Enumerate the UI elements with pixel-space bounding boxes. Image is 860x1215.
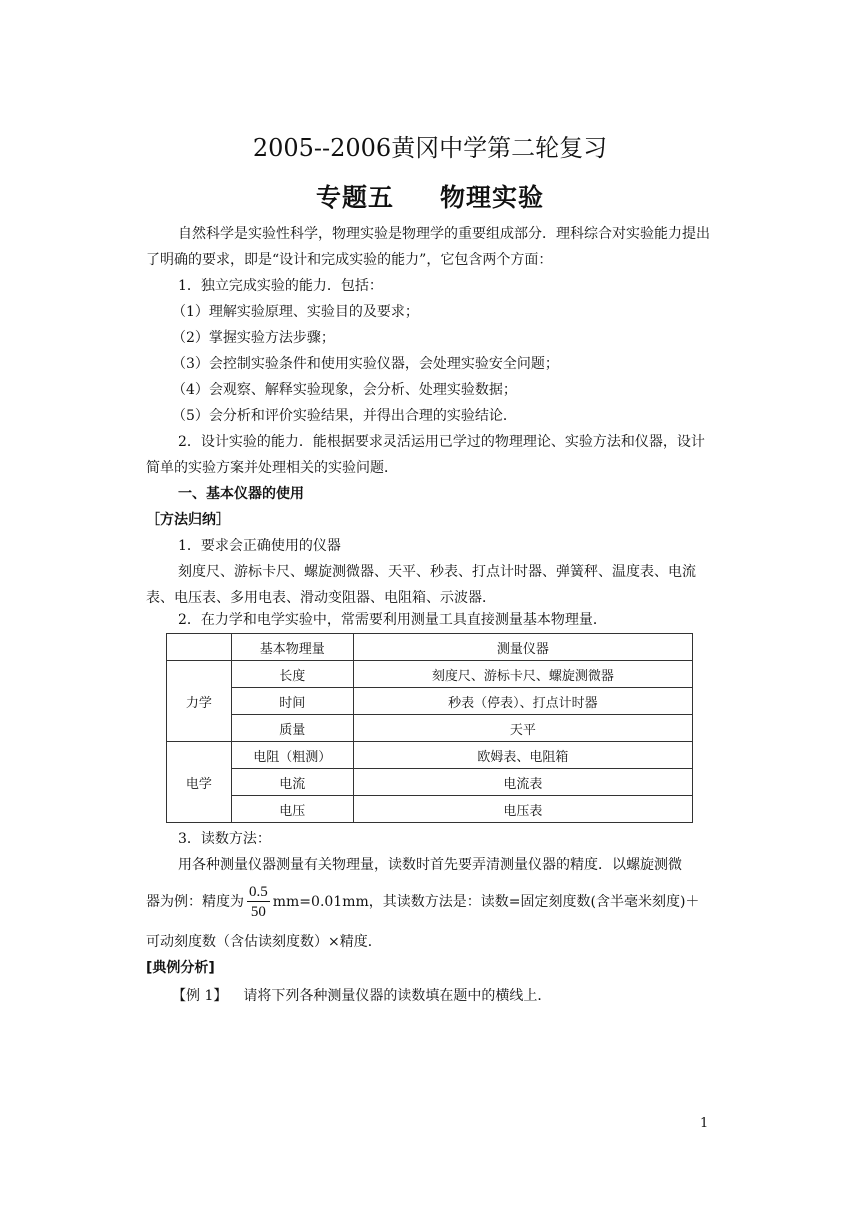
reading-method-line-3: 可动刻度数（含估读刻度数）×精度． <box>146 934 382 950</box>
group-label-mechanics: 力学 <box>167 661 232 742</box>
table-header-row <box>167 634 693 661</box>
table-header-quantity: 基本物理量 <box>231 634 353 661</box>
page-title: 2005--2006黄冈中学第二轮复习 <box>252 134 608 162</box>
example-1 <box>146 983 714 1009</box>
quantity-cell: 电阻（粗测） <box>231 742 353 769</box>
instrument-cell: 电压表 <box>353 796 692 823</box>
table-row <box>167 661 693 688</box>
instrument-cell: 刻度尺、游标卡尺、螺旋测微器 <box>353 661 692 688</box>
sub-item-1: （1）理解实验原理、实验目的及要求； <box>172 304 419 320</box>
section-heading: 一、基本仪器的使用 <box>178 486 304 502</box>
group-label-electricity: 电学 <box>167 742 232 823</box>
instrument-cell: 天平 <box>353 715 692 742</box>
quantity-cell: 电流 <box>231 769 353 796</box>
topic-title <box>0 178 860 214</box>
instrument-cell: 秒表（停表）、打点计时器 <box>353 688 692 715</box>
table-row <box>167 688 693 715</box>
list-item-1: 1．独立完成实验的能力．包括： <box>178 278 383 294</box>
example-label: [典例分析] <box>146 960 215 976</box>
reading-method-line-1: 用各种测量仪器测量有关物理量，读数时首先要弄清测量仪器的精度．以螺旋测微 <box>178 857 682 873</box>
sub-item-4: （4）会观察、解释实验现象，会分析、处理实验数据； <box>172 382 517 398</box>
reading-method-pre: 器为例：精度为 <box>146 894 244 910</box>
quantity-cell: 电压 <box>231 796 353 823</box>
example-1-text: 请将下列各种测量仪器的读数填在题中的横线上． <box>243 988 552 1004</box>
precision-fraction <box>247 883 270 922</box>
fraction-numerator: 0.5 <box>249 883 268 900</box>
fraction-denominator: 50 <box>250 903 266 920</box>
table-row <box>167 715 693 742</box>
table-corner-cell <box>167 634 232 661</box>
method-label: ［方法归纳］ <box>146 512 230 528</box>
table-row <box>167 742 693 769</box>
instrument-list: 刻度尺、游标卡尺、螺旋测微器、天平、秒表、打点计时器、弹簧秤、温度表、电流表、电压表、多用电表、滑动变阻器、电阻箱、示波器． <box>146 564 696 606</box>
reading-method-line-2 <box>146 880 714 924</box>
method-item-3: 3．读数方法： <box>178 831 271 847</box>
quantity-cell: 时间 <box>231 688 353 715</box>
method-item-2: 2．在力学和电学实验中，常需要利用测量工具直接测量基本物理量． <box>178 612 607 628</box>
table-header-instrument: 测量仪器 <box>353 634 692 661</box>
intro-paragraph: 自然科学是实验性科学，物理实验是物理学的重要组成部分．理科综合对实验能力提出了明确的要求，即是“设计和完成实验的能力”，它包含两个方面： <box>146 226 710 268</box>
instrument-cell: 欧姆表、电阻箱 <box>353 742 692 769</box>
table-row <box>167 769 693 796</box>
topic-number: 专题五 <box>315 183 394 212</box>
sub-item-5: （5）会分析和评价实验结果，并得出合理的实验结论． <box>172 408 517 424</box>
sub-item-3: （3）会控制实验条件和使用实验仪器，会处理实验安全问题； <box>172 356 559 372</box>
sub-item-2: （2）掌握实验方法步骤； <box>172 330 335 346</box>
page-number: 1 <box>700 1116 709 1131</box>
topic-name: 物理实验 <box>440 183 545 212</box>
instrument-cell: 电流表 <box>353 769 692 796</box>
example-1-tag: 【例 1】 <box>172 988 228 1004</box>
reading-method-post: mm=0.01mm，其读数方法是：读数=固定刻度数(含半毫米刻度)＋ <box>272 894 700 910</box>
quantity-cell: 长度 <box>231 661 353 688</box>
quantity-cell: 质量 <box>231 715 353 742</box>
list-item-2: 2．设计实验的能力．能根据要求灵活运用已学过的物理理论、实验方法和仪器，设计简单的实验方案并处理相关的实验问题． <box>146 434 705 476</box>
table-row <box>167 796 693 823</box>
instrument-table <box>166 633 693 823</box>
method-item-1: 1．要求会正确使用的仪器 <box>178 538 341 554</box>
